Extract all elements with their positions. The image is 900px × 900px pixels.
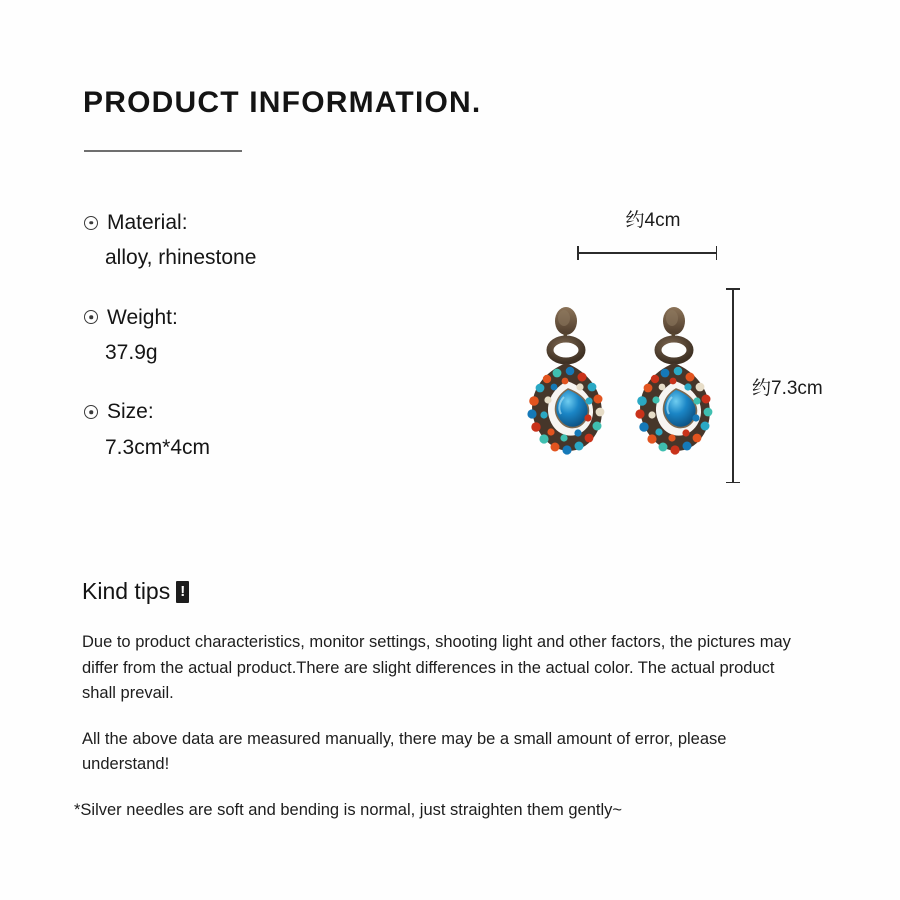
page-title: PRODUCT INFORMATION. <box>83 86 482 119</box>
kind-tips-heading <box>82 578 189 605</box>
spec-weight-label: Weight: <box>107 305 178 329</box>
width-dimension-line <box>577 252 717 254</box>
spec-material-value: alloy, rhinestone <box>105 246 257 270</box>
product-image-earrings <box>510 305 730 475</box>
spec-material-label: Material: <box>107 211 188 234</box>
bullet-icon <box>84 310 98 324</box>
exclamation-icon: ! <box>176 581 189 603</box>
height-dimension-label: 约7.3cm <box>752 378 823 399</box>
spec-size-label: Size: <box>107 400 154 424</box>
title-divider <box>84 150 242 152</box>
width-dimension-label: 约4cm <box>625 210 681 231</box>
spec-size-head <box>84 397 444 426</box>
bullet-icon <box>84 216 98 230</box>
spec-weight-head <box>84 303 444 332</box>
tips-paragraph-2: All the above data are measured manually, there may be a small amount of error, please understand! <box>82 729 727 774</box>
spec-material-head <box>84 208 444 237</box>
spec-item-size <box>84 397 444 462</box>
spec-item-material <box>84 208 444 273</box>
product-photo-area <box>470 195 870 505</box>
kind-tips-label: Kind tips <box>82 578 171 604</box>
spec-weight-value: 37.9g <box>105 341 158 365</box>
bullet-icon <box>84 405 98 419</box>
spec-size-value: 7.3cm*4cm <box>105 435 211 459</box>
specification-list <box>84 208 444 492</box>
kind-tips-body <box>74 630 792 823</box>
tips-note: *Silver needles are soft and bending is normal, just straighten them gently~ <box>74 800 623 819</box>
height-dimension-line <box>732 288 734 483</box>
spec-item-weight <box>84 303 444 368</box>
tips-paragraph-1: Due to product characteristics, monitor settings, shooting light and other factors, the pictures may differ from the actual product.There are slight differences in the actual color. The actual product shall prevail. <box>82 633 791 703</box>
